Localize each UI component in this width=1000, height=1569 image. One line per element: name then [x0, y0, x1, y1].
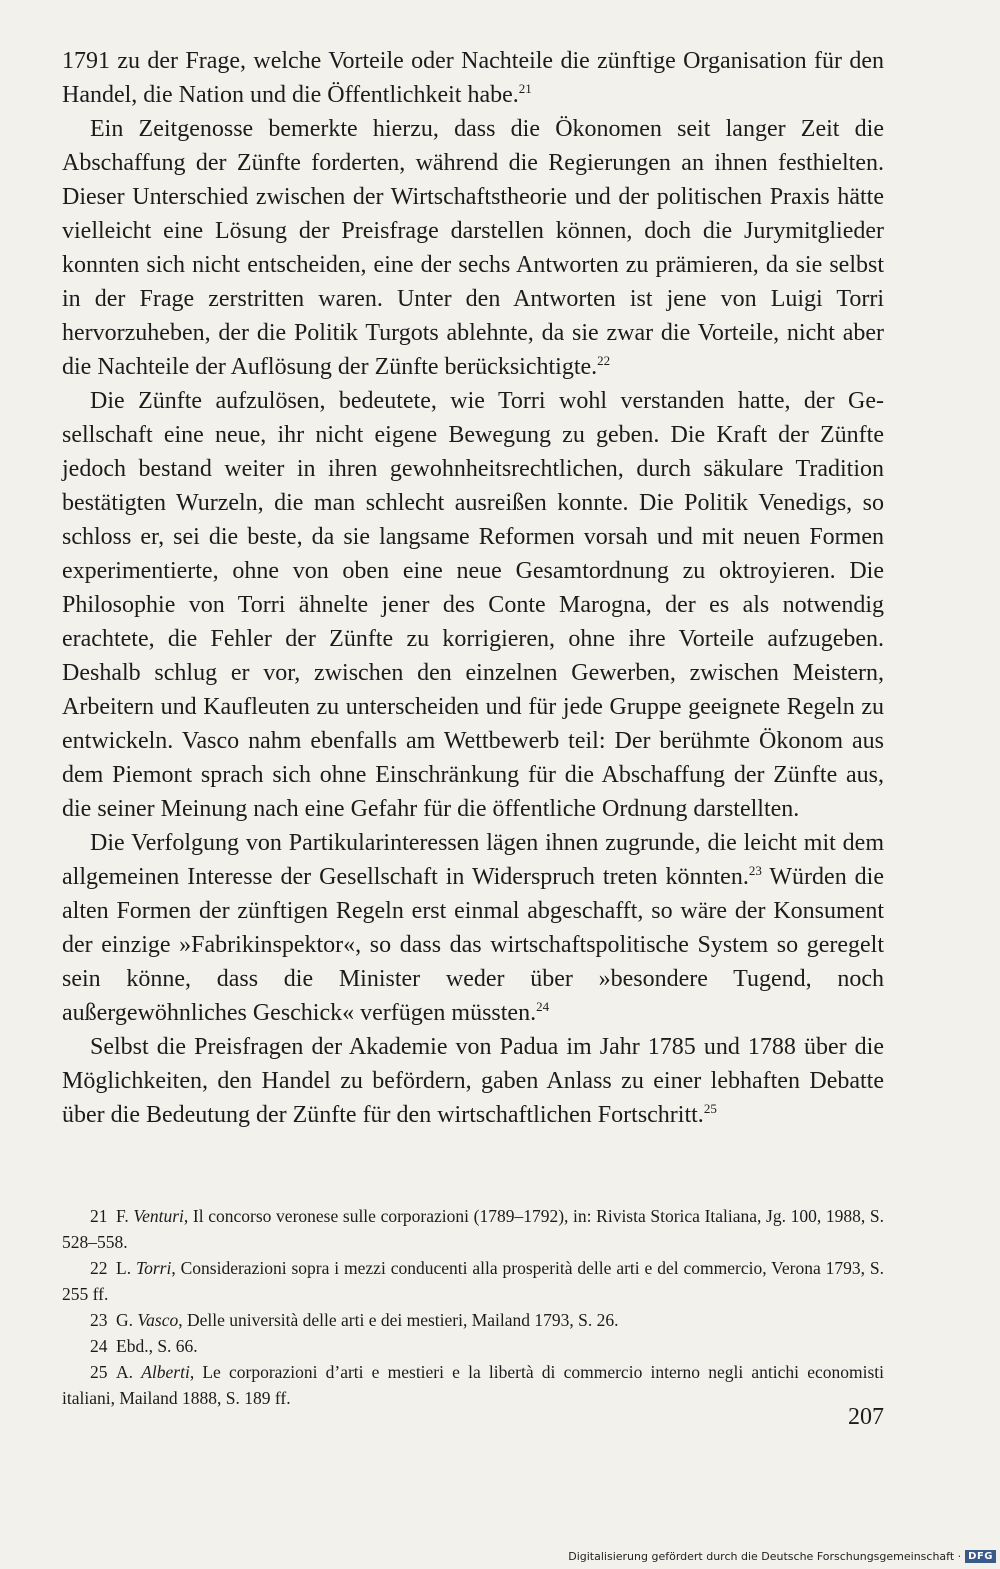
footnote-23	[62, 1307, 884, 1333]
footnote-author: Venturi	[133, 1206, 184, 1226]
footnote-ref[interactable]: 21	[518, 81, 532, 96]
paragraph-text: Selbst die Preisfragen der Akademie von Padua im Jahr 1785 und 1788 über die Möglichkeiten, den Handel zu befördern, gaben Anlass zu einer lebhaften Debatte über die Bedeutung der Zünfte für den wirtschaftlichen Fortschritt.	[62, 1034, 884, 1128]
footnote-text: , Le corporazioni d’arti e mestieri e la libertà di commercio interno negli antichi economisti italiani, Mailand 1888, S. 189 ff.	[62, 1362, 885, 1408]
paragraph-text: Die Verfolgung von Partikularinteressen lägen ihnen zugrunde, die leicht mit dem allgemeinen Interesse der Gesellschaft in Widerspruch treten könnten.	[62, 830, 884, 890]
footnote-author-initial: G.	[116, 1310, 134, 1330]
footnote-ref[interactable]: 25	[703, 1101, 717, 1116]
footnote-text: Ebd., S. 66.	[116, 1336, 198, 1356]
footnotes	[62, 1203, 884, 1411]
footnote-author: Vasco	[137, 1310, 179, 1330]
paragraph-4	[62, 826, 884, 1030]
footnote-25	[62, 1359, 884, 1411]
paragraph-text: Ein Zeitgenosse bemerkte hierzu, dass die Ökonomen seit langer Zeit die Abschaffung der Zünfte forderten, während die Regierungen an ihnen festhielten. Dieser Unterschied zwischen der Wirtschaftstheorie und der politischen Praxis hätte vielleicht eine Lösung der Preisfrage darstellen können, doch die Jurymitglieder konnten sich nicht entscheiden, eine der sechs Antworten zu prämieren, da sie selbst in der Frage zerstritten waren. Unter den Antworten ist jene von Luigi Torri hervorzuheben, der die Politik Turgots ablehnte, da sie zwar die Vorteile, nicht aber die Nachteile der Auflösung der Zünfte berücksichtigte.	[62, 116, 884, 380]
footnote-number: 23	[90, 1310, 108, 1330]
footnote-author: Torri	[135, 1258, 172, 1278]
footnote-text: , Delle università delle arti e dei mestieri, Mailand 1793, S. 26.	[178, 1310, 619, 1330]
page-number: 207	[848, 1404, 884, 1430]
footnote-number: 24	[90, 1336, 108, 1356]
footnote-author-initial: A.	[116, 1362, 134, 1382]
footnote-text: , Il concorso veronese sulle corporazioni (1789–1792), in: Rivista Storica Italiana, Jg. 100, 1988, S. 528–558.	[62, 1206, 884, 1252]
footnote-author-initial: L.	[116, 1258, 132, 1278]
digitization-banner	[568, 1547, 996, 1565]
footnote-ref[interactable]: 23	[748, 863, 762, 878]
banner-text: Digitalisierung gefördert durch die Deutsche Forschungsgemeinschaft ·	[568, 1549, 962, 1563]
footnote-ref[interactable]: 24	[536, 999, 550, 1014]
footnote-21	[62, 1203, 884, 1255]
paragraph-5	[62, 1030, 884, 1132]
paragraph-1	[62, 44, 884, 112]
dfg-logo-icon: DFG	[965, 1550, 996, 1563]
footnote-number: 25	[90, 1362, 108, 1382]
paragraph-text: Die Zünfte aufzulösen, bedeutete, wie Torri wohl verstanden hatte, der Gesellschaft eine neue, ihr nicht eigene Bewegung zu geben. Die Kraft der Zünfte jedoch bestand weiter in ihren gewohnheitsrechtlichen, durch säkulare Tradition bestätigten Wurzeln, die man schlecht ausreißen konnte. Die Politik Venedigs, so schloss er, sei die beste, da sie langsame Reformen vorsah und mit neuen Formen experimentierte, ohne von oben eine neue Gesamtordnung zu oktroyieren. Die Philosophie von Torri ähnelte jener des Conte Marogna, der es als notwendig erachtete, die Fehler der Zünfte zu korrigieren, ohne ihre Vorteile aufzugeben. Deshalb schlug er vor, zwischen den einzelnen Gewerben, zwischen Meistern, Arbeitern und Kaufleuten zu unterscheiden und für jede Gruppe geeignete Regeln zu entwickeln. Vasco nahm ebenfalls am Wettbewerb teil: Der berühmte Ökonom aus dem Piemont sprach sich ohne Einschränkung für die Abschaffung der Zünfte aus, die seiner Meinung nach eine Gefahr für die öffentliche Ordnung darstellten.	[62, 388, 884, 822]
paragraph-3	[62, 384, 884, 826]
paragraph-text: Würden die alten Formen der zünftigen Regeln erst einmal abgeschafft, so wäre der Konsument der einzige »Fabrikinspektor«, so dass das wirtschaftspolitische System so geregelt sein könne, dass die Minister weder über »besondere Tugend, noch außergewöhnliches Geschick« verfügen müssten.	[62, 864, 884, 1026]
footnote-24	[62, 1333, 884, 1359]
footnote-text: , Considerazioni sopra i mezzi conducenti alla prosperità delle arti e del commercio, Verona 1793, S. 255 ff.	[62, 1258, 885, 1304]
footnote-number: 22	[90, 1258, 108, 1278]
main-text	[62, 44, 884, 1132]
footnote-22	[62, 1255, 884, 1307]
footnote-ref[interactable]: 22	[597, 353, 611, 368]
footnote-author: Alberti	[141, 1362, 190, 1382]
footnote-number: 21	[90, 1206, 108, 1226]
paragraph-text: 1791 zu der Frage, welche Vorteile oder Nachteile die zünftige Organisation für den Handel, die Nation und die Öffentlichkeit habe.	[62, 48, 884, 108]
paragraph-2	[62, 112, 884, 384]
footnote-author-initial: F.	[116, 1206, 129, 1226]
